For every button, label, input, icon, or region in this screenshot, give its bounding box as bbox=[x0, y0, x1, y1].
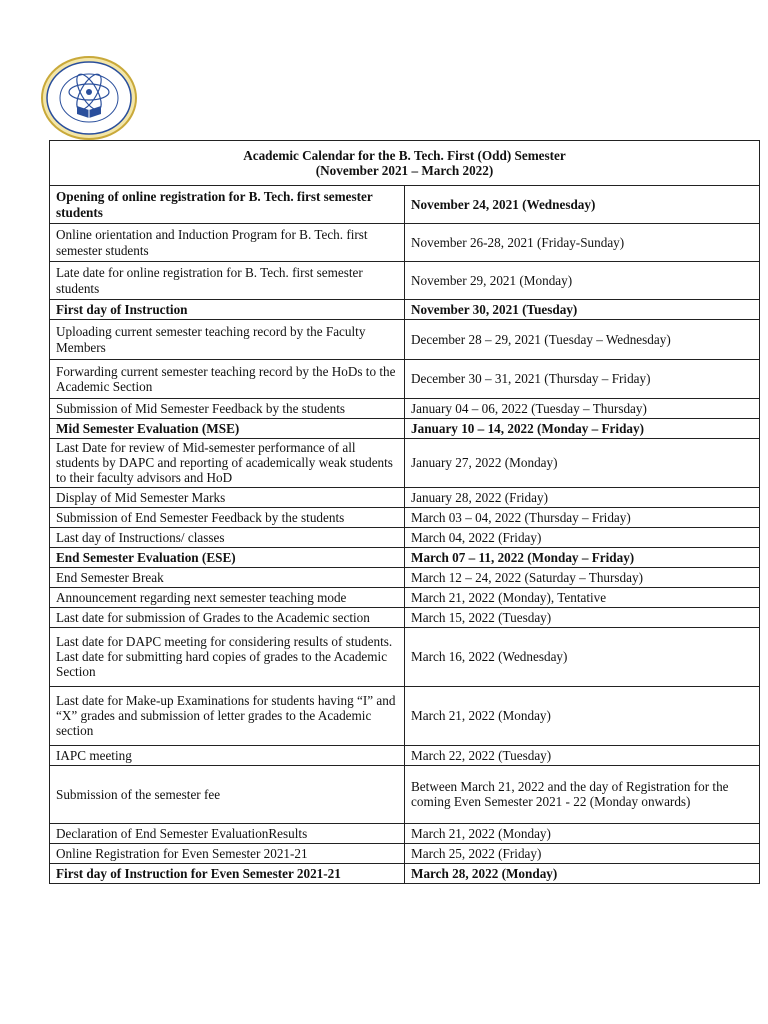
event-cell: End Semester Break bbox=[50, 567, 405, 587]
event-cell: First day of Instruction for Even Semester 2021-21 bbox=[50, 863, 405, 883]
event-cell: Forwarding current semester teaching record by the HoDs to the Academic Section bbox=[50, 360, 405, 399]
table-row bbox=[50, 186, 760, 224]
date-cell: November 30, 2021 (Tuesday) bbox=[405, 300, 760, 320]
date-cell: January 10 – 14, 2022 (Monday – Friday) bbox=[405, 419, 760, 439]
table-row bbox=[50, 320, 760, 360]
date-cell: January 27, 2022 (Monday) bbox=[405, 439, 760, 488]
table-row bbox=[50, 419, 760, 439]
date-cell: March 16, 2022 (Wednesday) bbox=[405, 627, 760, 686]
date-cell: January 28, 2022 (Friday) bbox=[405, 487, 760, 507]
date-cell: March 21, 2022 (Monday), Tentative bbox=[405, 587, 760, 607]
date-cell: March 21, 2022 (Monday) bbox=[405, 823, 760, 843]
date-cell: January 04 – 06, 2022 (Tuesday – Thursday) bbox=[405, 399, 760, 419]
event-cell: IAPC meeting bbox=[50, 745, 405, 765]
event-cell: Last date for submission of Grades to the Academic section bbox=[50, 607, 405, 627]
table-row bbox=[50, 607, 760, 627]
date-cell: March 25, 2022 (Friday) bbox=[405, 843, 760, 863]
table-row bbox=[50, 527, 760, 547]
calendar-title bbox=[50, 141, 760, 186]
table-row bbox=[50, 843, 760, 863]
date-cell: November 26-28, 2021 (Friday-Sunday) bbox=[405, 224, 760, 262]
event-cell: Submission of End Semester Feedback by the students bbox=[50, 507, 405, 527]
table-row bbox=[50, 686, 760, 745]
table-row bbox=[50, 300, 760, 320]
event-cell: Last Date for review of Mid-semester performance of all students by DAPC and reporting of academically weak students to their faculty advisors and HoD bbox=[50, 439, 405, 488]
event-cell: First day of Instruction bbox=[50, 300, 405, 320]
date-cell: November 29, 2021 (Monday) bbox=[405, 262, 760, 300]
date-cell: Between March 21, 2022 and the day of Registration for the coming Even Semester 2021 - 22 (Monday onwards) bbox=[405, 765, 760, 823]
event-cell: Mid Semester Evaluation (MSE) bbox=[50, 419, 405, 439]
table-row bbox=[50, 587, 760, 607]
table-row bbox=[50, 439, 760, 488]
table-row bbox=[50, 360, 760, 399]
institute-emblem-icon bbox=[40, 56, 138, 140]
event-cell: Display of Mid Semester Marks bbox=[50, 487, 405, 507]
event-cell: Last date for Make-up Examinations for students having “I” and “X” grades and submission of letter grades to the Academic section bbox=[50, 686, 405, 745]
event-cell: Announcement regarding next semester teaching mode bbox=[50, 587, 405, 607]
table-row bbox=[50, 567, 760, 587]
event-cell: Submission of Mid Semester Feedback by the students bbox=[50, 399, 405, 419]
date-cell: March 03 – 04, 2022 (Thursday – Friday) bbox=[405, 507, 760, 527]
event-cell: Declaration of End Semester EvaluationResults bbox=[50, 823, 405, 843]
calendar-title-line2: (November 2021 – March 2022) bbox=[315, 163, 494, 178]
table-row bbox=[50, 487, 760, 507]
event-cell: End Semester Evaluation (ESE) bbox=[50, 547, 405, 567]
institute-logo bbox=[40, 56, 138, 140]
event-cell: Online orientation and Induction Program for B. Tech. first semester students bbox=[50, 224, 405, 262]
table-row bbox=[50, 399, 760, 419]
academic-calendar-table bbox=[49, 140, 760, 884]
table-row bbox=[50, 823, 760, 843]
date-cell: March 15, 2022 (Tuesday) bbox=[405, 607, 760, 627]
date-cell: March 22, 2022 (Tuesday) bbox=[405, 745, 760, 765]
event-cell: Last day of Instructions/ classes bbox=[50, 527, 405, 547]
date-cell: December 28 – 29, 2021 (Tuesday – Wednesday) bbox=[405, 320, 760, 360]
date-cell: December 30 – 31, 2021 (Thursday – Friday) bbox=[405, 360, 760, 399]
table-row bbox=[50, 507, 760, 527]
event-cell: Opening of online registration for B. Tech. first semester students bbox=[50, 186, 405, 224]
table-row bbox=[50, 863, 760, 883]
event-cell: Online Registration for Even Semester 2021-21 bbox=[50, 843, 405, 863]
event-cell: Uploading current semester teaching record by the Faculty Members bbox=[50, 320, 405, 360]
calendar-title-row bbox=[50, 141, 760, 186]
event-cell: Last date for DAPC meeting for considering results of students. Last date for submitting hard copies of grades to the Academic Section bbox=[50, 627, 405, 686]
event-cell: Submission of the semester fee bbox=[50, 765, 405, 823]
date-cell: March 07 – 11, 2022 (Monday – Friday) bbox=[405, 547, 760, 567]
date-cell: November 24, 2021 (Wednesday) bbox=[405, 186, 760, 224]
table-row bbox=[50, 627, 760, 686]
calendar-title-line1: Academic Calendar for the B. Tech. First (Odd) Semester bbox=[243, 147, 566, 163]
date-cell: March 12 – 24, 2022 (Saturday – Thursday) bbox=[405, 567, 760, 587]
date-cell: March 28, 2022 (Monday) bbox=[405, 863, 760, 883]
table-row bbox=[50, 262, 760, 300]
date-cell: March 04, 2022 (Friday) bbox=[405, 527, 760, 547]
date-cell: March 21, 2022 (Monday) bbox=[405, 686, 760, 745]
table-row bbox=[50, 547, 760, 567]
table-row bbox=[50, 765, 760, 823]
table-row bbox=[50, 745, 760, 765]
table-row bbox=[50, 224, 760, 262]
event-cell: Late date for online registration for B. Tech. first semester students bbox=[50, 262, 405, 300]
